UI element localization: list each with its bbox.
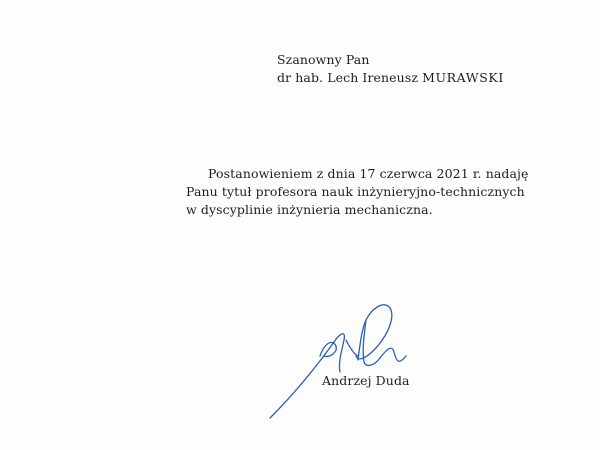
body-line: Postanowieniem z dnia 17 czerwca 2021 r. nadaję bbox=[208, 166, 529, 181]
recipient-surname: MURAWSKI bbox=[422, 70, 504, 85]
recipient-prefix: dr hab. Lech Ireneusz bbox=[277, 70, 423, 85]
recipient-name bbox=[277, 70, 504, 86]
body-line: Panu tytuł profesora nauk inżynieryjno-technicznych bbox=[186, 184, 525, 199]
signer-name: Andrzej Duda bbox=[322, 373, 410, 388]
signature-icon bbox=[262, 286, 422, 426]
body-line: w dyscyplinie inżynieria mechaniczna. bbox=[186, 202, 433, 217]
salutation: Szanowny Pan bbox=[277, 52, 370, 67]
